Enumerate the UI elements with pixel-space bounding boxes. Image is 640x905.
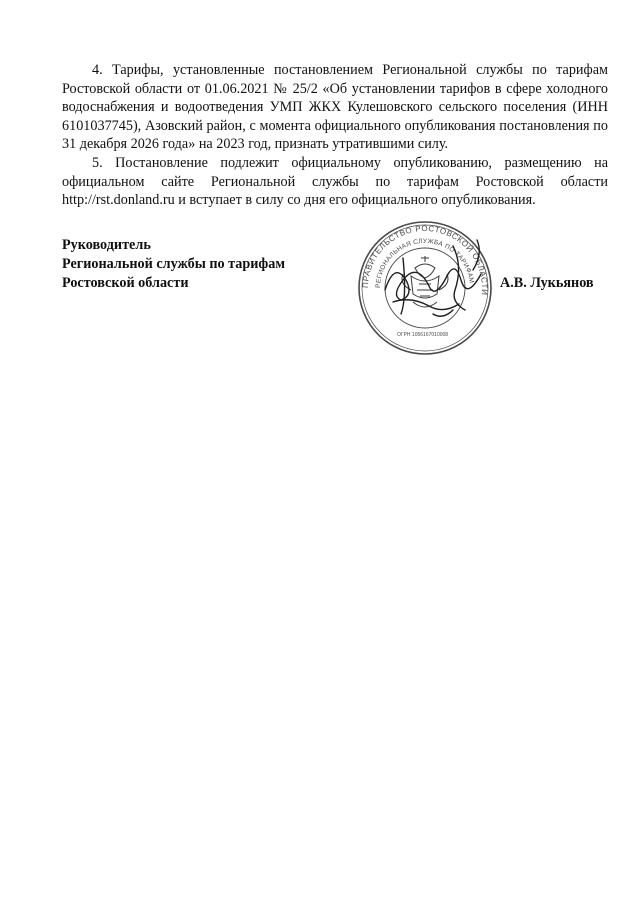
signature-position xyxy=(62,236,285,293)
position-line-3: Ростовской области xyxy=(62,275,189,291)
document-body xyxy=(62,61,608,210)
seal-outer-text: ПРАВИТЕЛЬСТВО РОСТОВСКОЙ ОБЛАСТИ xyxy=(360,223,490,296)
seal-inner-text: РЕГИОНАЛЬНАЯ СЛУЖБА ПО ТАРИФАМ xyxy=(374,237,475,289)
official-seal-and-signature xyxy=(345,218,505,358)
signer-name: А.В. Лукьянов xyxy=(500,275,594,291)
seal-number-text: ОГРН 1056167010008 xyxy=(397,332,449,338)
position-line-2: Региональной службы по тарифам xyxy=(62,256,286,272)
paragraph-5: 5. Постановление подлежит официальному опубликованию, размещению на официальном сайте Региональной службы по тарифам Ростовской области http://rst.donland.ru и вступает в силу со дня его официального опубликования. xyxy=(62,154,608,209)
paragraph-4: 4. Тарифы, установленные постановлением Региональной службы по тарифам Ростовской области от 01.06.2021 № 25/2 «Об установлении тарифов в сфере холодного водоснабжения и водоотведения УМП ЖКХ Кулешовского сельского поселения (ИНН 6101037745), Азовский район, с момента официального опубликования постановления по 31 декабря 2026 года» на 2023 год, признать утратившими силу. xyxy=(62,62,608,153)
position-line-1: Руководитель xyxy=(62,237,151,253)
